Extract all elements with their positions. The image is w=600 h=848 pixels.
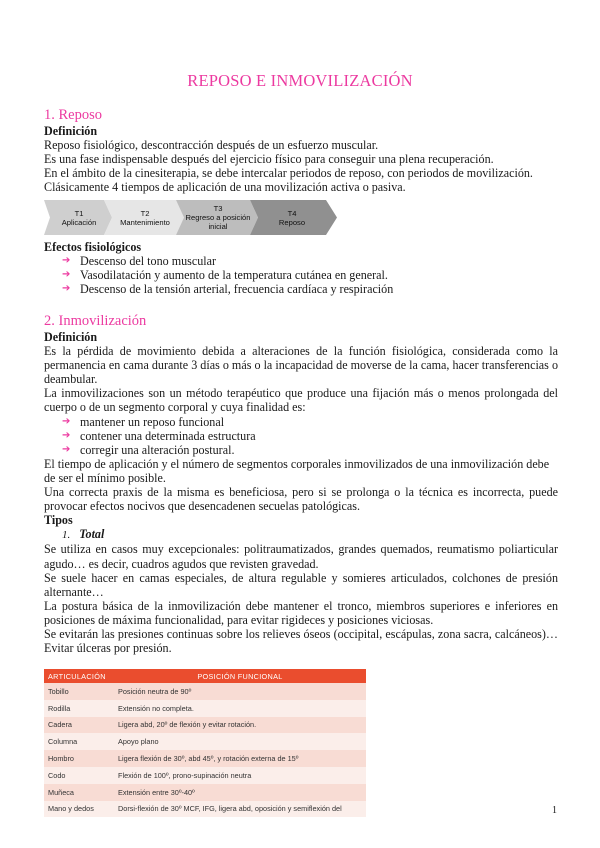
- section-reposo: [44, 107, 558, 194]
- definition-label: Definición: [44, 124, 98, 138]
- arrow-icon: ➔: [62, 255, 71, 267]
- paragraph: La inmovilizaciones son un método terapéutico que produce una fijación más o menos prolongada del cuerpo o de un segmento corporal y cuya finalidad es:: [44, 386, 558, 415]
- paragraph: Se suele hacer en camas especiales, de altura regulable y somieres articulados, colchones de presión alternante…: [44, 570, 558, 599]
- section-inmovilizacion: [44, 313, 558, 655]
- section-heading-reposo: 1. Reposo: [44, 107, 102, 123]
- table-header-row: [44, 669, 366, 683]
- reposo-line: Reposo fisiológico, descontracción después de un esfuerzo muscular.: [44, 138, 379, 153]
- table-row: Tobillo Posición neutra de 90º: [44, 683, 366, 700]
- step-2-time: T2: [140, 208, 150, 218]
- types-label: Tipos: [44, 513, 73, 528]
- step-4-label: Reposo: [278, 217, 306, 227]
- effects-list: [44, 254, 558, 296]
- effects-block: [44, 240, 558, 296]
- arrow-icon: ➔: [62, 443, 71, 455]
- list-item: ➔ contener una determinada estructura: [62, 428, 256, 443]
- table-row: Columna Apoyo plano: [44, 733, 366, 750]
- step-2: [112, 200, 178, 235]
- step-4: [258, 200, 326, 235]
- paragraph: Se evitarán las presiones continuas sobre los relieves óseos (occipital, escápulas, zona sacra, calcáneos)… Evitar úlceras por presión.: [44, 626, 558, 656]
- list-item: ➔ Descenso de la tensión arterial, frecuencia cardíaca y respiración: [62, 282, 394, 297]
- step-1: [52, 200, 106, 235]
- table-row: Mano y dedos Dorsi-flexión de 30º MCF, IFG, ligera abd, oposición y semiflexión del: [44, 801, 366, 818]
- table-row: Muñeca Extensión entre 30º-40º: [44, 784, 366, 801]
- paragraph: Una correcta praxis de la misma es beneficiosa, pero si se prolonga o la técnica es incorrecta, puede provocar efectos nocivos que desencadenen secuelas patológicas.: [44, 485, 558, 514]
- list-item: ➔ mantener un reposo funcional: [62, 414, 225, 429]
- table-row: Rodilla Extensión no completa.: [44, 700, 366, 717]
- application-steps-diagram: [44, 200, 344, 235]
- list-item: ➔ Descenso del tono muscular: [62, 254, 217, 269]
- reposo-line: Es una fase indispensable después del ejercicio físico para conseguir una plena recuperación.: [44, 152, 494, 167]
- arrow-icon: ➔: [62, 415, 71, 427]
- paragraph: Se utiliza en casos muy excepcionales: politraumatizados, grandes quemados, reumatismo poliarticular agudo… es decir, cuadros agudos que revisten gravedad.: [44, 542, 558, 571]
- goals-list: [44, 415, 558, 457]
- paragraph: La postura básica de la inmovilización debe mantener el tronco, miembros superiores e inferiores en posiciones de máxima funcionalidad, para evitar rigideces y posiciones viciosas.: [44, 598, 558, 627]
- step-3-time: T3: [213, 204, 223, 213]
- functional-position-table: [44, 669, 366, 817]
- arrow-icon: ➔: [62, 283, 71, 295]
- page-title: REPOSO E INMOVILIZACIÓN: [187, 71, 413, 90]
- table-row: Cadera Ligera abd, 20º de flexión y evitar rotación.: [44, 717, 366, 734]
- type-total-heading: 1. Total: [62, 527, 105, 542]
- list-item: ➔ Vasodilatación y aumento de la temperatura cutánea en general.: [62, 268, 388, 283]
- list-item: ➔ corregir una alteración postural.: [62, 442, 235, 457]
- column-header-posicion: POSICIÓN FUNCIONAL: [114, 669, 366, 683]
- table-row: Codo Flexión de 100º, prono-supinación neutra: [44, 767, 366, 784]
- step-1-label: Aplicación: [61, 217, 97, 227]
- arrow-icon: ➔: [62, 269, 71, 281]
- section-heading-inmovilizacion: 2. Inmovilización: [44, 313, 147, 329]
- step-4-time: T4: [287, 208, 297, 218]
- step-3: [184, 200, 252, 235]
- step-3-label: Regreso a posición inicial: [185, 213, 251, 231]
- reposo-line: En el ámbito de la cinesiterapia, se debe intercalar periodos de reposo, con periodos de movilización.: [44, 166, 533, 181]
- paragraph: Es la pérdida de movimiento debida a alteraciones de la función fisiológica, considerada como la permanencia en cama durante 3 días o más o la incapacidad de moverse de la cama, hacer transferencias o deambular.: [44, 344, 558, 387]
- effects-label: Efectos fisiológicos: [44, 240, 142, 254]
- reposo-line: Clásicamente 4 tiempos de aplicación de una movilización activa o pasiva.: [44, 180, 406, 195]
- step-2-label: Mantenimiento: [120, 217, 170, 227]
- paragraph: El tiempo de aplicación y el número de segmentos corporales inmovilizados de una inmovilización debe de ser el mínimo posible.: [44, 456, 550, 485]
- definition-label: Definición: [44, 330, 98, 344]
- arrow-icon: ➔: [62, 429, 71, 441]
- page-number: 1: [552, 805, 557, 816]
- table-row: Hombro Ligera flexión de 30º, abd 45º, y rotación externa de 15º: [44, 750, 366, 767]
- step-1-time: T1: [74, 208, 84, 218]
- column-header-articulacion: ARTICULACIÓN: [44, 669, 114, 683]
